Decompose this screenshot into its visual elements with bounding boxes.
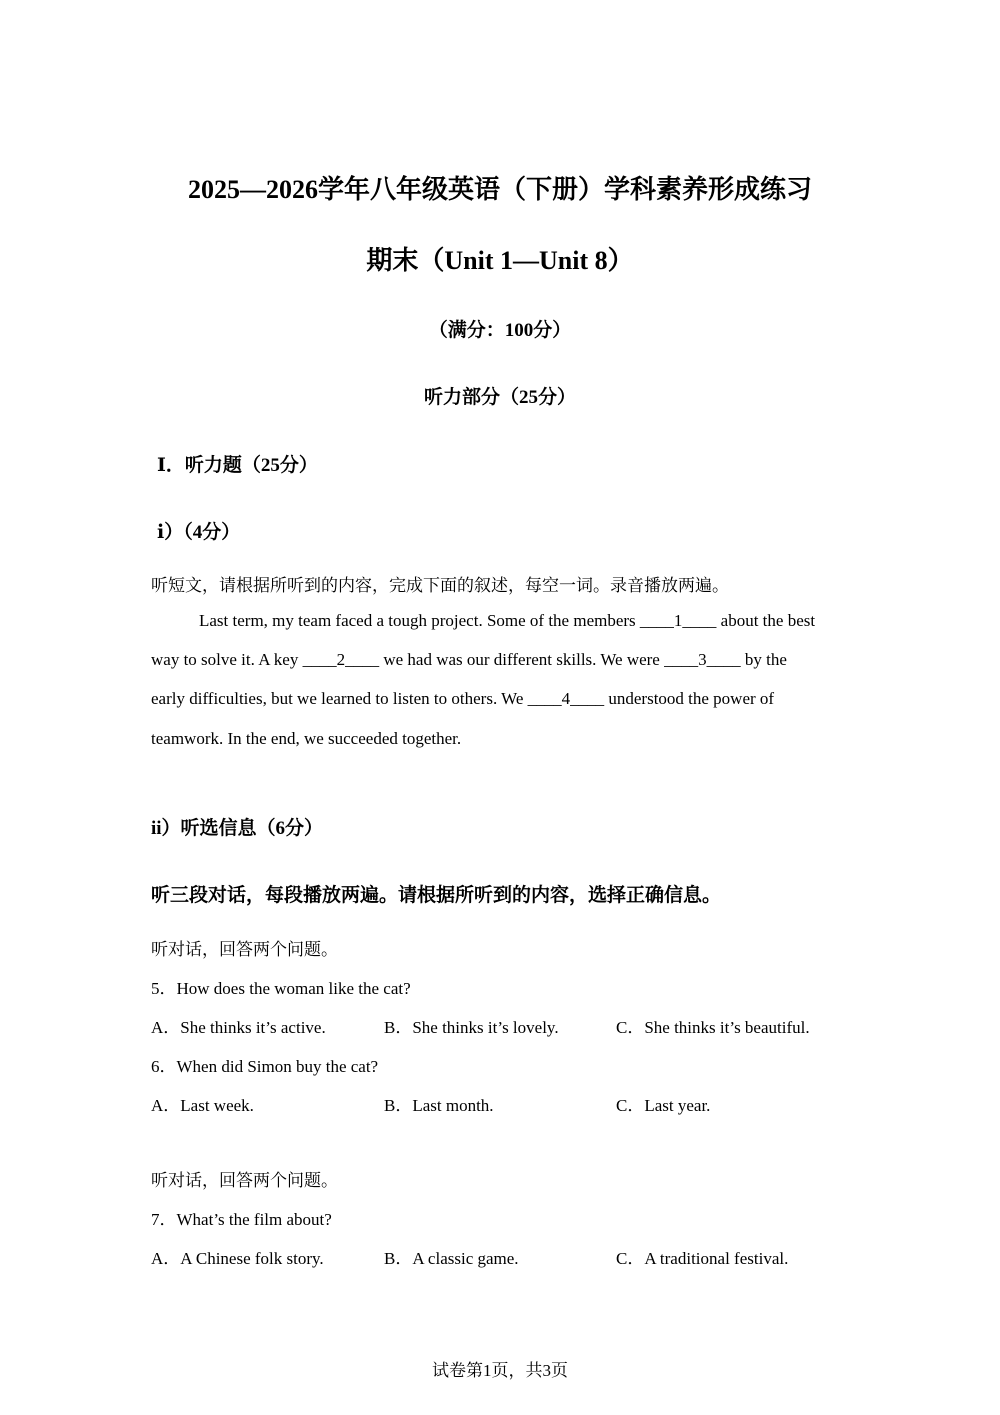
question-stem: 7．What’s the film about? bbox=[151, 1210, 332, 1229]
option-c[interactable]: C．Last year. bbox=[616, 1096, 711, 1115]
passage-line: Last term, my team faced a tough project. Some of the members ____1____ about the best bbox=[199, 611, 816, 630]
sub-i-instruction: 听短文，请根据所听到的内容，完成下面的叙述，每空一词。录音播放两遍。 bbox=[151, 576, 729, 595]
sub-ii-instruction: 听三段对话，每段播放两遍。请根据所听到的内容，选择正确信息。 bbox=[151, 885, 722, 906]
exam-title-line2: 期末（Unit 1—Unit 8） bbox=[366, 246, 634, 275]
option-b[interactable]: B．She thinks it’s lovely. bbox=[384, 1018, 559, 1037]
passage-line: teamwork. In the end, we succeeded together. bbox=[151, 729, 462, 748]
option-a[interactable]: A．Last week. bbox=[151, 1096, 254, 1115]
exam-title-line1: 2025—2026学年八年级英语（下册）学科素养形成练习 bbox=[187, 175, 812, 204]
dialogue-prompt: 听对话，回答两个问题。 bbox=[151, 940, 338, 959]
option-a[interactable]: A．A Chinese folk story. bbox=[151, 1249, 324, 1268]
option-c[interactable]: C．A traditional festival. bbox=[616, 1249, 789, 1268]
passage-line: way to solve it. A key ____2____ we had was our different skills. We were ____3____ by the bbox=[151, 650, 787, 669]
part1-heading: Ⅰ．听力题（25分） bbox=[157, 455, 318, 476]
question-stem: 6．When did Simon buy the cat? bbox=[151, 1057, 379, 1076]
option-b[interactable]: B．Last month. bbox=[384, 1096, 494, 1115]
sub-i-heading: ⅰ）（4分） bbox=[157, 522, 241, 543]
dialogue-prompt: 听对话，回答两个问题。 bbox=[151, 1171, 338, 1190]
option-b[interactable]: B．A classic game. bbox=[384, 1249, 519, 1268]
page-footer: 试卷第1页，共3页 bbox=[432, 1361, 568, 1380]
passage-line: early difficulties, but we learned to listen to others. We ____4____ understood the power of bbox=[151, 689, 775, 708]
full-score: （满分：100分） bbox=[428, 320, 572, 341]
option-a[interactable]: A．She thinks it’s active. bbox=[151, 1018, 326, 1037]
sub-ii-heading: ii）听选信息（6分） bbox=[151, 818, 324, 839]
option-c[interactable]: C．She thinks it’s beautiful. bbox=[616, 1018, 810, 1037]
question-stem: 5．How does the woman like the cat? bbox=[151, 979, 411, 998]
listening-section-title: 听力部分（25分） bbox=[423, 387, 576, 408]
